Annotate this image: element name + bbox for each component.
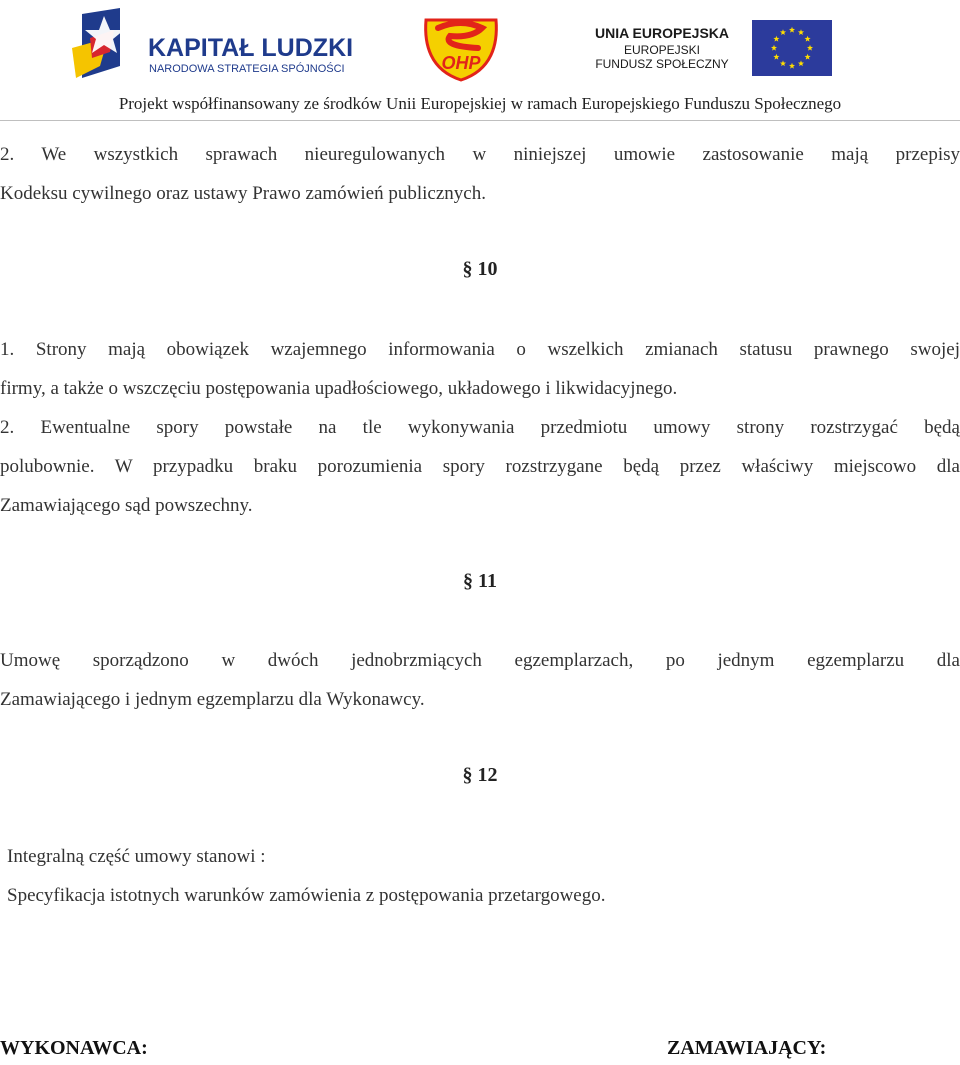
ohp-logo — [420, 14, 502, 84]
kapital-ludzki-logo — [70, 8, 370, 88]
paragraph-line: Zamawiającego sąd powszechny. — [0, 495, 253, 516]
section-heading-12: § 12 — [462, 764, 498, 786]
section-10-point-1 — [0, 330, 960, 408]
section-12-text — [7, 837, 957, 915]
paragraph-line: Specyfikacja istotnych warunków zamówienia z postępowania przetargowego. — [7, 885, 606, 906]
header-divider — [0, 120, 960, 121]
page-header — [0, 0, 960, 122]
paragraph-line: Kodeksu cywilnego oraz ustawy Prawo zamówień publicznych. — [0, 183, 486, 204]
paragraph-line: 1. Strony mają obowiązek wzajemnego informowania o wszelkich zmianach statusu prawnego swojej — [0, 339, 960, 360]
paragraph-line: Umowę sporządzono w dwóch jednobrzmiących egzemplarzach, po jednym egzemplarzu dla — [0, 650, 960, 671]
ue-line1: UNIA EUROPEJSKA — [594, 25, 730, 41]
ohp-label: OHP — [441, 53, 481, 73]
eu-efs-logo — [580, 20, 840, 82]
ue-line3: FUNDUSZ SPOŁECZNY — [595, 57, 729, 71]
paragraph-line: 2. Ewentualne spory powstałe na tle wykonywania przedmiotu umowy strony rozstrzygać będą — [0, 417, 960, 438]
section-heading-10: § 10 — [462, 258, 498, 280]
paragraph-line: 2. We wszystkich sprawach nieuregulowanych w niniejszej umowie zastosowanie mają przepisy — [0, 144, 960, 165]
signature-contractor: WYKONAWCA: — [0, 1037, 148, 1059]
kl-subtitle: NARODOWA STRATEGIA SPÓJNOŚCI — [149, 63, 345, 75]
cofinancing-note: Projekt współfinansowany ze środków Unii Europejskiej w ramach Europejskiego Funduszu Społecznego — [118, 94, 842, 113]
paragraph-line: polubownie. W przypadku braku porozumienia spory rozstrzygane będą przez właściwy miejscowo dla — [0, 456, 960, 477]
kl-title: KAPITAŁ LUDZKI — [148, 34, 354, 62]
signature-ordering-party: ZAMAWIAJĄCY: — [667, 1037, 827, 1059]
paragraph-line: Zamawiającego i jednym egzemplarzu dla Wykonawcy. — [0, 689, 425, 710]
paragraph-line: Integralną część umowy stanowi : — [7, 846, 266, 867]
paragraph-2 — [0, 135, 960, 213]
section-10-point-2 — [0, 408, 960, 525]
paragraph-line: firmy, a także o wszczęciu postępowania upadłościowego, układowego i likwidacyjnego. — [0, 378, 678, 399]
ue-line2: EUROPEJSKI — [623, 43, 701, 57]
section-11-text — [0, 641, 960, 719]
section-heading-11: § 11 — [463, 570, 497, 592]
